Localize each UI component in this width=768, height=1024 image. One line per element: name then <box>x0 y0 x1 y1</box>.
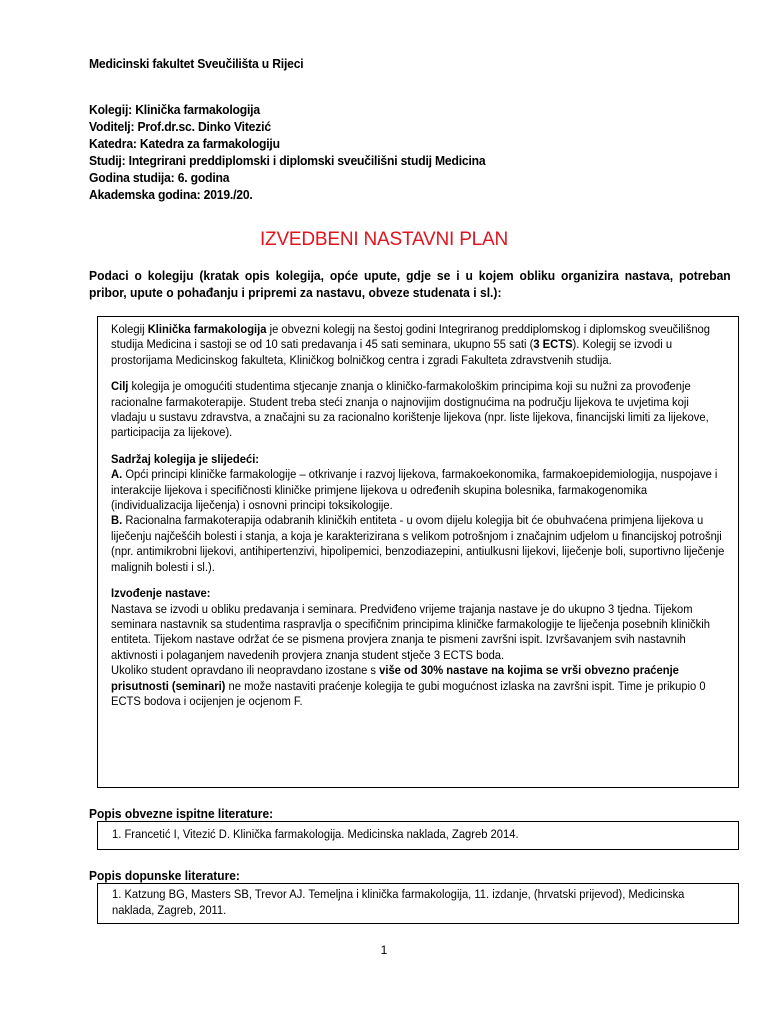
description-paragraph-goal: Cilj kolegija je omogućiti studentima stjecanje znanja o kliničko-farmakološkim principima koji su nužni za provođenje racionalne farmakoterapije. Student treba steći znanja o najnovijim dostignućima na području lijekova te uvjetima koji vladaju u sustavu zdravstva, a značajni su za racionalno korištenje lijekova (npr. liste lijekova, financijski limiti za lijekove, participacija za lijekove). <box>111 379 709 440</box>
course-description-box <box>97 316 739 788</box>
content-b-label: B. <box>111 513 123 528</box>
study-program: Studij: Integrirani preddiplomski i diplomski sveučilišni studij Medicina <box>89 153 486 168</box>
description-paragraph-1: Kolegij Klinička farmakologija je obvezni kolegij na šestoj godini Integriranog preddiplomskog i diplomskog sveučilišnog studija Medicina i sastoji se od 10 sati predavanja i 45 sati seminara, ukupno 55 sati (3 ECTS). Kolegij se izvodi u prostorijama Medicinskog fakulteta, Kliničkog bolničkog centra i zgradi Fakulteta zdravstvenih studija. <box>111 322 711 367</box>
required-literature-label: Popis obvezne ispitne literature: <box>89 806 274 821</box>
course-name: Kolegij: Klinička farmakologija <box>89 102 260 117</box>
required-literature-box <box>97 821 739 850</box>
description-paragraph-content: Sadržaj kolegija je slijedeći: A. Opći principi kliničke farmakologije – otkrivanje i razvoj lijekova, farmakoekonomika, farmakoepidemiologija, nuspojave i interakcije lijekova i specifičnosti kliničke primjene lijekova u određenih skupina bolesnika, farmakogenomika (individualizacija liječenja) i osnovni principi toksikologije. B. Racionalna farmakoterapija odabranih kliničkih entiteta - u ovom dijelu kolegija bit će obuhvaćena primjena lijekova u liječenju najčešćih bolesti i stanja, a koja je karakterizirana s velikom potrošnjom i značajnim udjelom u financijskoj potrošnji (npr. antimikrobni lijekovi, antihipertenzivi, hipolipemici, benzodiazepini, antiulkusni lijekovi, liječenje boli, suportivno liječenje malignih bolesti i sl.). <box>111 451 725 574</box>
additional-literature-label: Popis dopunske literature: <box>89 868 240 883</box>
course-lead: Voditelj: Prof.dr.sc. Dinko Vitezić <box>89 119 271 134</box>
course-info-heading: Podaci o kolegiju (kratak opis kolegija, opće upute, gdje se i u kojem obliku organizira nastava, potreban pribor, upute o pohađanju i pripremi za nastavu, obveze studenata i sl.): <box>89 268 731 300</box>
ects-bold: 3 ECTS <box>533 337 573 352</box>
list-item: 1. Francetić I, Vitezić D. Klinička farmakologija. Medicinska naklada, Zagreb 2014. <box>112 827 519 841</box>
course-name-bold: Klinička farmakologija <box>147 322 267 336</box>
department: Katedra: Katedra za farmakologiju <box>89 136 280 151</box>
content-heading: Sadržaj kolegija je slijedeći: <box>111 451 260 466</box>
description-paragraph-delivery: Izvođenje nastave: Nastava se izvodi u obliku predavanja i seminara. Predviđeno vrijeme trajanja nastave je do ukupno 3 tjedna. Tijekom seminara nastavnik sa studentima raspravlja o specifičnim principima kliničke farmakologije te liječenja posebnih kliničkih entiteta. Tijekom nastave održat će se pismena provjera znanja te pismeni završni ispit. Izvršavanjem svih nastavnih aktivnosti i polaganjem navedenih provjera znanja student stječe 3 ECTS boda. Ukoliko student opravdano ili neopravdano izostane s više od 30% nastave na kojima se vrši obvezno praćenje prisutnosti (seminari) ne može nastaviti praćenje kolegija te gubi mogućnost izlaska na završni ispit. Time je prikupio 0 ECTS bodova i ocijenjen je ocjenom F. <box>111 586 710 708</box>
academic-year: Akademska godina: 2019./20. <box>89 187 253 202</box>
delivery-heading: Izvođenje nastave: <box>111 586 211 601</box>
page-title: IZVEDBENI NASTAVNI PLAN <box>259 229 509 250</box>
institution-name: Medicinski fakultet Sveučilišta u Rijeci <box>89 56 304 71</box>
course-description-text <box>111 322 724 709</box>
goal-label: Cilj <box>111 379 129 394</box>
course-metadata <box>89 101 520 203</box>
additional-literature-box <box>97 883 739 924</box>
page-number: 1 <box>380 943 388 957</box>
study-year: Godina studija: 6. godina <box>89 170 230 185</box>
content-a-label: A. <box>111 467 123 482</box>
attendance-rule-bold: više od 30% nastave na kojima se vrši obvezno praćenje prisutnosti (seminari) <box>111 663 679 693</box>
list-item: 1. Katzung BG, Masters SB, Trevor AJ. Temeljna i klinička farmakologija, 11. izdanje, (hrvatski prijevod), Medicinska naklada, Zagreb, 2011. <box>112 887 685 917</box>
